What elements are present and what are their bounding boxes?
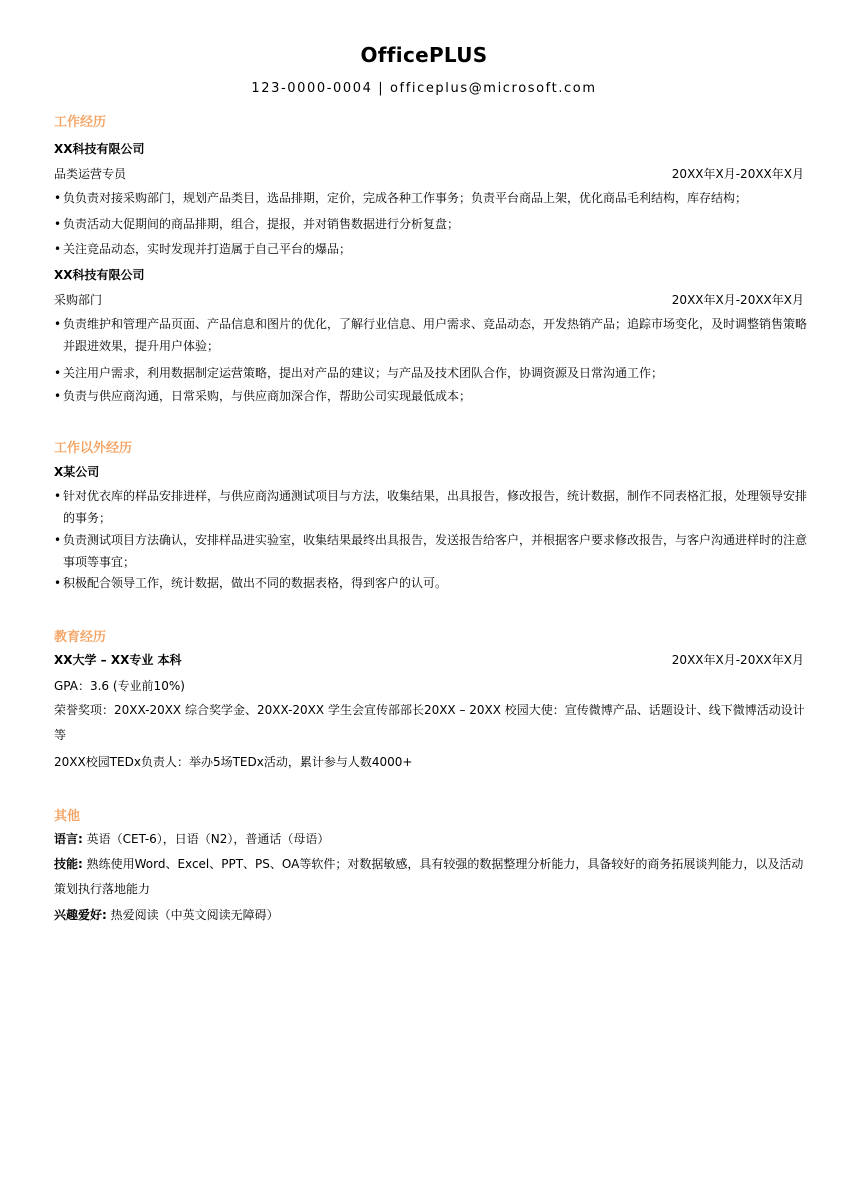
extra-bullet: • 负责测试项目方法确认，安排样品进实验室，收集结果最终出具报告，发送报告给客户，并根据客户要求修改报告，与客户沟通进样时的注意事项等事宜；	[54, 529, 808, 573]
job-company: XX科技有限公司	[54, 268, 145, 282]
section-title-work: 工作经历	[54, 115, 107, 130]
job-bullet: • 关注竞品动态，实时发现并打造属于自己平台的爆品；	[54, 238, 808, 260]
education-tedx: 20XX校园TEDx负责人：举办5场TEDx活动，累计参与人数4000+	[54, 755, 413, 769]
education-gpa: GPA：3.6 (专业前10%)	[54, 679, 185, 693]
language-value: 英语（CET-6），日语（N2），普通话（母语）	[82, 832, 330, 846]
section-title-extra: 工作以外经历	[54, 441, 133, 456]
other-skills	[54, 852, 814, 902]
job-position: 品类运营专员	[54, 167, 127, 181]
education-date: 20XX年X月-20XX年X月	[671, 653, 804, 667]
other-language	[54, 827, 814, 852]
job-bullet: • 负责活动大促期间的商品排期，组合，提报，并对销售数据进行分析复盘；	[54, 213, 808, 235]
job-bullet: • 关注用户需求，利用数据制定运营策略，提出对产品的建议；与产品及技术团队合作，协调资源及日常沟通工作；	[54, 362, 808, 384]
extra-bullet: • 针对优衣库的样品安排进样，与供应商沟通测试项目与方法，收集结果，出具报告，修改报告，统计数据，制作不同表格汇报，处理领导安排的事务；	[54, 485, 808, 529]
contact-info: 123-0000-0004 | officeplus@microsoft.com	[251, 81, 597, 96]
education-honors: 荣誉奖项：20XX-20XX 综合奖学金、20XX-20XX 学生会宣传部部长20XX – 20XX 校园大使：宣传微博产品、话题设计、线下微博活动设计等	[54, 703, 805, 742]
extra-bullet: • 积极配合领导工作，统计数据，做出不同的数据表格，得到客户的认可。	[54, 572, 808, 594]
skills-value: 熟练使用Word、Excel、PPT、PS、OA等软件；对数据敏感，具有较强的数据整理分析能力，具备较好的商务拓展谈判能力，以及活动策划执行落地能力	[54, 857, 804, 896]
section-title-education: 教育经历	[54, 630, 107, 645]
hobby-label: 兴趣爱好:	[54, 908, 107, 922]
section-title-other: 其他	[54, 809, 81, 824]
job-company: XX科技有限公司	[54, 142, 145, 156]
resume-name: OfficePLUS	[360, 43, 488, 67]
job-bullet: • 负责与供应商沟通，日常采购，与供应商加深合作，帮助公司实现最低成本；	[54, 385, 808, 407]
language-label: 语言:	[54, 832, 83, 846]
extra-company: X某公司	[54, 465, 100, 479]
skills-label: 技能:	[54, 857, 83, 871]
other-hobby	[54, 903, 814, 928]
job-bullet: • 负责维护和管理产品页面、产品信息和图片的优化，了解行业信息、用户需求、竞品动态，开发热销产品；追踪市场变化，及时调整销售策略并跟进效果，提升用户体验；	[54, 313, 808, 357]
job-position: 采购部门	[54, 293, 103, 307]
job-date: 20XX年X月-20XX年X月	[671, 167, 804, 181]
job-date: 20XX年X月-20XX年X月	[671, 293, 804, 307]
education-school: XX大学 – XX专业 本科	[54, 653, 182, 667]
hobby-value: 热爱阅读（中英文阅读无障碍）	[106, 908, 279, 922]
job-bullet: • 负负责对接采购部门，规划产品类目，选品排期，定价，完成各种工作事务；负责平台商品上架，优化商品毛利结构，库存结构；	[54, 187, 808, 209]
